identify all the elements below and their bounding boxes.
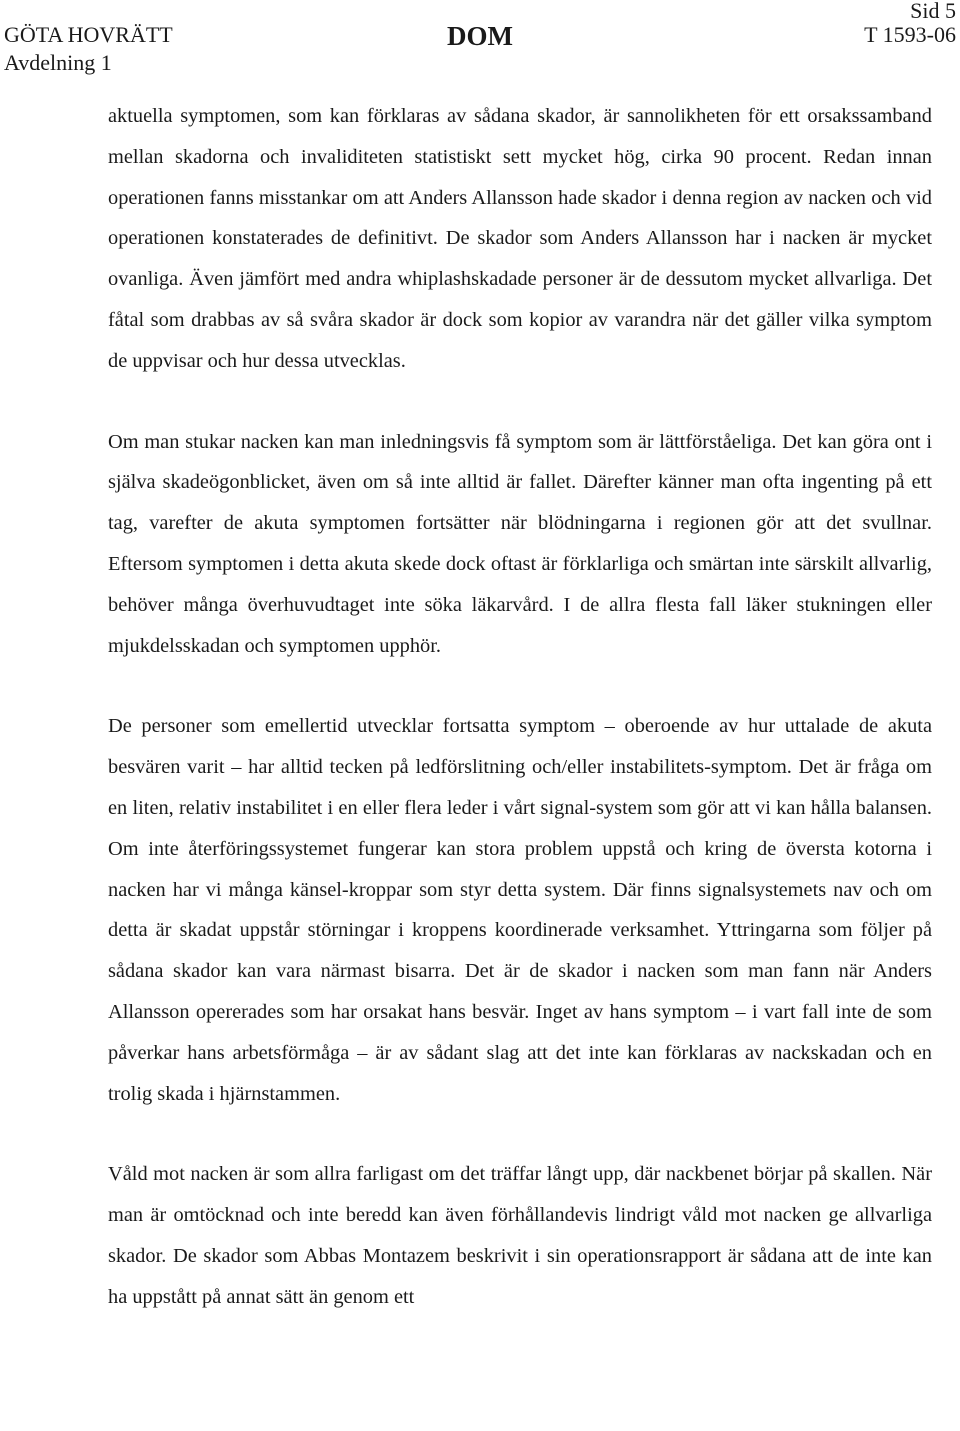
paragraph-2: Om man stukar nacken kan man inledningsvis få symptom som är lättförståeliga. Det kan göra ont i själva skadeögonblicket, även om så inte alltid är fallet. Därefter känner man ofta ingenting på ett tag, varefter de akuta symptomen fortsätter när blödningarna i regionen gör att det svullnar. Eftersom symptomen i detta akuta skede dock oftast är förklarliga och smärtan inte särskilt allvarlig, behöver många överhuvudtaget inte söka läkarvård. I de allra flesta fall läker stukningen eller mjukdelsskadan och symptomen upphör. — [108, 430, 932, 657]
court-name: GÖTA HOVRÄTT — [4, 22, 173, 47]
page-header — [0, 0, 960, 80]
paragraph-3: De personer som emellertid utvecklar fortsatta symptom – oberoende av hur uttalade de akuta besvären varit – har alltid tecken på ledförslitning och/eller instabilitets-symptom. Det är fråga om en liten, relativ instabilitet i en eller flera leder i vårt signal-system som gör att vi kan hålla balansen. Om inte återföringssystemet fungerar kan stora problem uppstå och kring de översta kotorna i nacken har vi många känsel-kroppar som styr detta system. Där finns signalsystemets nav och om detta är skadat uppstår störningar i kroppens koordinerade verksamhet. Yttringarna som följer på sådana skador kan vara närmast bisarra. Det är de skador i nacken som man fann när Anders Allansson opererades som har orsakat hans besvär. Inget av hans symptom – i vart fall inte de som påverkar hans arbetsförmåga – är av sådant slag att det inte kan förklaras av nackskadan och en trolig skada i hjärnstammen. — [108, 715, 932, 1105]
document-body — [108, 96, 932, 1318]
page-number: Sid 5 — [910, 0, 956, 23]
document-type: DOM — [447, 21, 513, 51]
paragraph-1: aktuella symptomen, som kan förklaras av sådana skador, är sannolikheten för ett orsakssamband mellan skadorna och invaliditeten statistiskt sett mycket hög, cirka 90 procent. Redan innan operationen fanns misstankar om att Anders Allansson hade skador i denna region av nacken och vid operationen konstaterades de definitivt. De skador som Anders Allansson har i nacken är mycket ovanliga. Även jämfört med andra whiplashskadade personer är de dessutom mycket allvarliga. Det fåtal som drabbas av så svåra skador är dock som kopior av varandra när det gäller vilka symptom de uppvisar och hur dessa utvecklas. — [108, 105, 932, 372]
division-name: Avdelning 1 — [4, 50, 112, 75]
paragraph-4: Våld mot nacken är som allra farligast om det träffar långt upp, där nackbenet börjar på skallen. När man är omtöcknad och inte beredd kan även förhållandevis lindrigt våld mot nacken ge allvarliga skador. De skador som Abbas Montazem beskrivit i sin operationsrapport är sådana att de inte kan ha uppstått på annat sätt än genom ett — [108, 1163, 932, 1308]
case-number: T 1593-06 — [864, 22, 956, 47]
